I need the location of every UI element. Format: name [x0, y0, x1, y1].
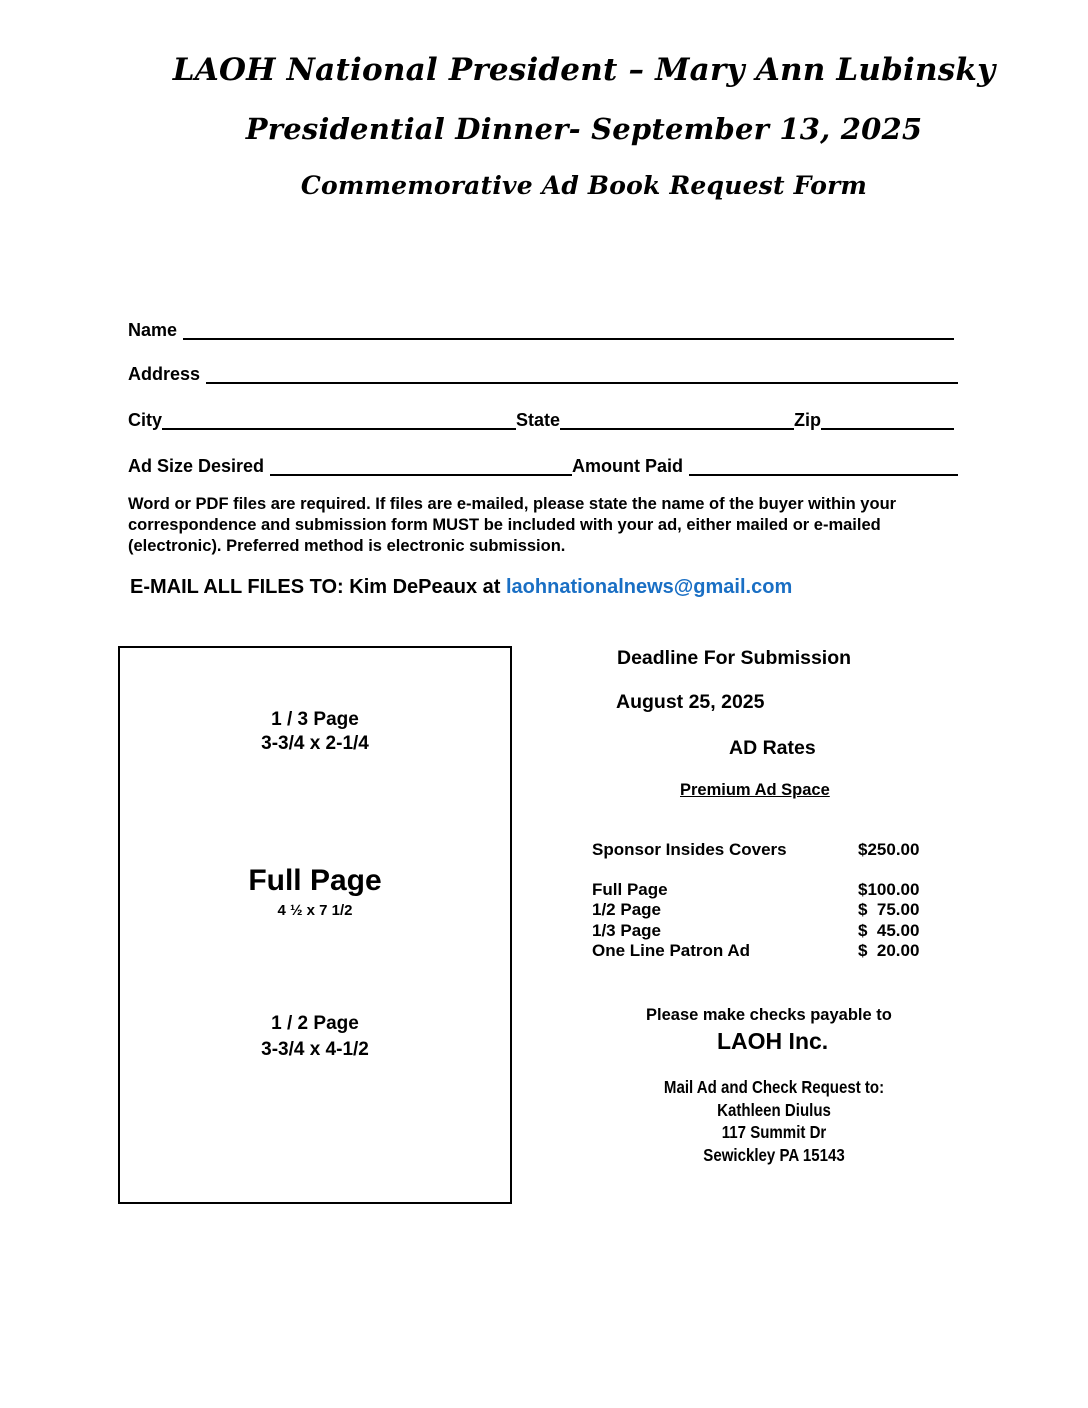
rate-price: $ 20.00 — [858, 941, 920, 960]
full-page-title: Full Page — [248, 864, 382, 897]
full-page-dims: 4 ½ x 7 1/2 — [277, 902, 353, 919]
city-state-zip-row — [128, 404, 958, 430]
amount-paid-label: Amount Paid — [572, 456, 684, 476]
rate-row — [592, 840, 922, 861]
rate-row — [592, 880, 922, 901]
rate-label: 1/2 Page — [592, 900, 661, 919]
state-field[interactable] — [560, 410, 794, 430]
email-instruction — [130, 576, 792, 599]
rate-price: $100.00 — [858, 879, 920, 899]
email-prefix: E-MAIL ALL FILES TO: Kim DePeaux at — [130, 576, 506, 598]
rate-price: $250.00 — [858, 840, 920, 859]
payee-name: LAOH Inc. — [717, 1028, 829, 1054]
address-row — [128, 358, 958, 384]
amount-paid-field[interactable] — [689, 456, 958, 476]
rates-table — [592, 840, 922, 962]
city-field[interactable] — [162, 410, 516, 430]
zip-label: Zip — [794, 410, 822, 430]
rate-label: Full Page — [592, 879, 668, 899]
premium-ad-space-heading: Premium Ad Space — [680, 781, 830, 799]
page-subtitle-event: Presidential Dinner- September 13, 2025 — [245, 112, 923, 146]
ad-size-diagram — [118, 646, 512, 1204]
rate-label: Sponsor Insides Covers — [592, 840, 787, 859]
name-field[interactable] — [183, 320, 954, 340]
name-row — [128, 314, 958, 340]
third-page-dims: 3-3/4 x 2-1/4 — [261, 733, 369, 754]
ad-rates-heading: AD Rates — [729, 737, 816, 759]
address-field[interactable] — [206, 364, 958, 384]
page-subtitle-form: Commemorative Ad Book Request Form — [300, 171, 868, 200]
state-label: State — [516, 410, 561, 430]
third-page-title: 1 / 3 Page — [271, 709, 359, 730]
page-title: LAOH National President – Mary Ann Lubinsky — [172, 52, 996, 88]
name-label: Name — [128, 320, 178, 340]
zip-field[interactable] — [821, 410, 954, 430]
mail-city: Sewickley PA 15143 — [703, 1144, 845, 1165]
instructions-text: Word or PDF files are required. If files are e-mailed, please state the name of the buyer within your correspondence and submission form MUST be included with your ad, either mailed or e-mailed (electronic). Preferred method is electronic submission. — [128, 495, 897, 555]
deadline-date: August 25, 2025 — [616, 691, 765, 713]
deadline-label: Deadline For Submission — [617, 647, 852, 669]
rate-row — [592, 921, 922, 942]
city-label: City — [128, 410, 163, 430]
address-label: Address — [128, 364, 201, 384]
mail-label: Mail Ad and Check Request to: — [663, 1077, 885, 1097]
mail-street: 117 Summit Dr — [721, 1122, 827, 1142]
rate-row — [592, 900, 922, 921]
rate-price: $ 45.00 — [858, 920, 920, 940]
mailing-address — [624, 1076, 925, 1166]
rate-label: One Line Patron Ad — [592, 941, 751, 960]
email-link[interactable]: laohnationalnews@gmail.com — [506, 576, 793, 598]
checks-payable-label: Please make checks payable to — [646, 1006, 892, 1024]
half-page-dims: 3-3/4 x 4-1/2 — [261, 1039, 369, 1060]
mail-name: Kathleen Diulus — [717, 1099, 831, 1120]
ad-size-field[interactable] — [270, 456, 572, 476]
rate-row — [592, 941, 922, 962]
rate-label: 1/3 Page — [592, 920, 661, 940]
ad-size-label: Ad Size Desired — [128, 456, 265, 476]
half-page-title: 1 / 2 Page — [271, 1013, 359, 1034]
rate-price: $ 75.00 — [858, 900, 920, 919]
ad-size-amount-row — [128, 450, 958, 476]
